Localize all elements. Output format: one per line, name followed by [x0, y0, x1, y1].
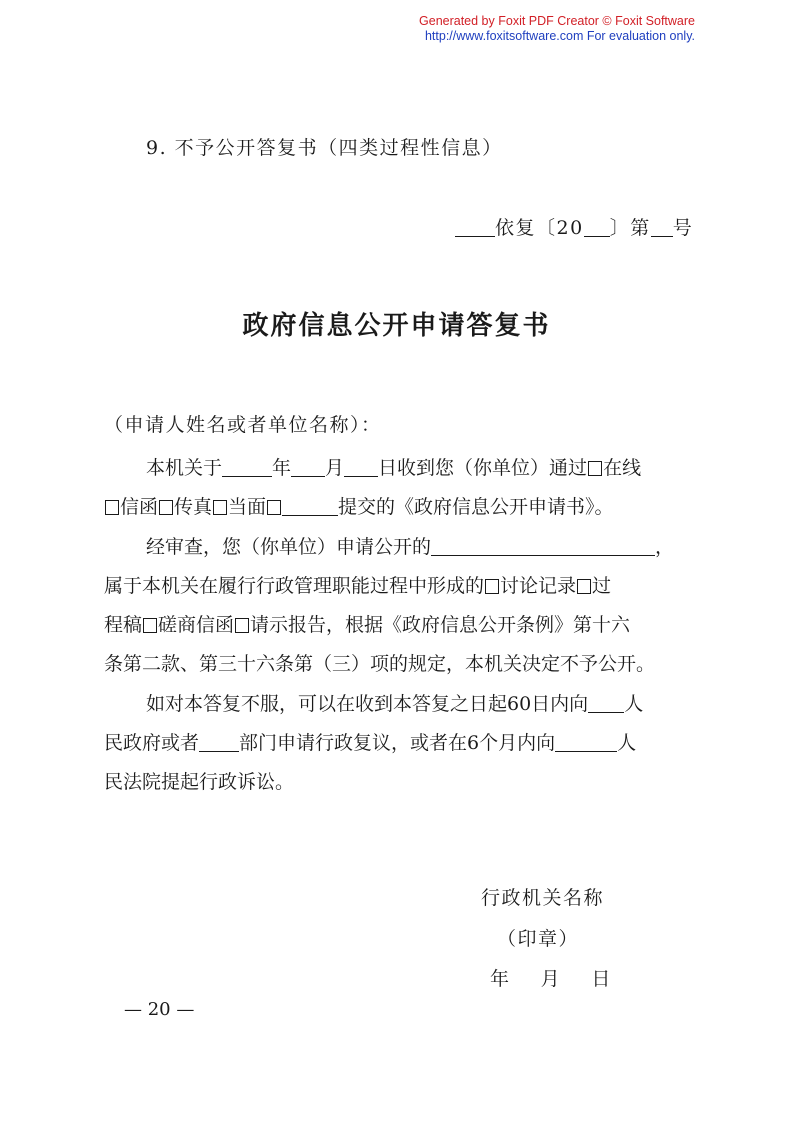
p1-text-g: 传真 — [174, 496, 213, 518]
checkbox-discussion-record — [485, 579, 499, 594]
p1-text-b: 年 — [272, 457, 292, 479]
seal-placeholder: （印章） — [497, 928, 580, 950]
p1-text-a: 本机关于 — [146, 457, 223, 479]
salutation: （申请人姓名或者单位名称）： — [104, 414, 382, 436]
month-blank — [291, 458, 325, 477]
p1-text-c: 月 — [325, 457, 345, 479]
p1-line1 — [146, 453, 734, 480]
p2-text-c: 属于本机关在履行行政管理职能过程中形成的 — [104, 575, 485, 597]
p3-text-b: 人 — [624, 693, 644, 715]
watermark-line1: Generated by Foxit PDF Creator © Foxit Software — [419, 14, 695, 28]
checkbox-request-report — [235, 618, 249, 633]
p3-text-e: 人 — [617, 732, 637, 754]
p2-line2 — [104, 571, 692, 598]
p1-line2 — [104, 492, 692, 519]
p2-text-h: 请示报告，根据《政府信息公开条例》第十六 — [250, 614, 631, 636]
p3-text-c: 民政府或者 — [104, 732, 200, 754]
p2-text-g: 磋商信函 — [158, 614, 235, 636]
p2-text-d: 讨论记录 — [500, 575, 577, 597]
p2-text-a: 经审查，您（你单位）申请公开的 — [146, 536, 432, 558]
checkbox-other — [267, 500, 281, 515]
watermark-line2: http://www.foxitsoftware.com For evaluation only. — [424, 29, 695, 43]
day-blank — [344, 458, 378, 477]
issuing-agency-name: 行政机关名称 — [481, 887, 605, 909]
requested-info-blank — [431, 537, 655, 556]
p2-line4: 条第二款、第三十六条第（三）项的规定，本机关决定不予公开。 — [104, 653, 656, 675]
p3-line3: 民法院提起行政诉讼。 — [104, 771, 295, 793]
checkbox-letter — [105, 500, 119, 515]
date-placeholder: 年 月 日 — [490, 968, 612, 990]
p1-text-i: 提交的《政府信息公开申请书》。 — [338, 496, 614, 518]
p2-text-b: ， — [655, 536, 675, 558]
docnum-part1: 依复〔20 — [495, 217, 584, 239]
checkbox-online — [588, 461, 602, 476]
checkbox-in-person — [213, 500, 227, 515]
docnum-number-blank — [651, 218, 673, 237]
p1-text-d: 日收到您（你单位）通过 — [378, 457, 588, 479]
p3-text-a: 如对本答复不服，可以在收到本答复之日起60日内向 — [146, 693, 589, 715]
p2-text-e: 过 — [592, 575, 612, 597]
p2-line3 — [104, 610, 692, 637]
checkbox-draft — [577, 579, 591, 594]
docnum-part2: 〕第 — [609, 217, 651, 239]
p1-text-h: 当面 — [228, 496, 267, 518]
p3-line1 — [146, 689, 734, 716]
p1-text-f: 信函 — [120, 496, 159, 518]
page-number: — 20 — — [124, 999, 195, 1020]
foxit-watermark — [419, 14, 695, 44]
government-blank — [588, 694, 624, 713]
checkbox-fax — [159, 500, 173, 515]
p1-text-e: 在线 — [603, 457, 642, 479]
document-title: 政府信息公开申请答复书 — [242, 311, 551, 341]
court-blank — [555, 733, 617, 752]
p3-line2 — [104, 728, 692, 755]
year-blank — [222, 458, 272, 477]
docnum-prefix-blank — [455, 218, 495, 237]
p3-text-d: 部门申请行政复议，或者在6个月内向 — [239, 732, 556, 754]
section-heading: 9. 不予公开答复书（四类过程性信息） — [146, 137, 503, 159]
document-number — [455, 213, 693, 240]
department-blank — [199, 733, 239, 752]
checkbox-consultation-letter — [143, 618, 157, 633]
docnum-year-blank — [584, 218, 610, 237]
p2-text-f: 程稿 — [104, 614, 143, 636]
docnum-part3: 号 — [672, 217, 694, 239]
p2-line1 — [146, 532, 734, 559]
other-method-blank — [282, 497, 338, 516]
